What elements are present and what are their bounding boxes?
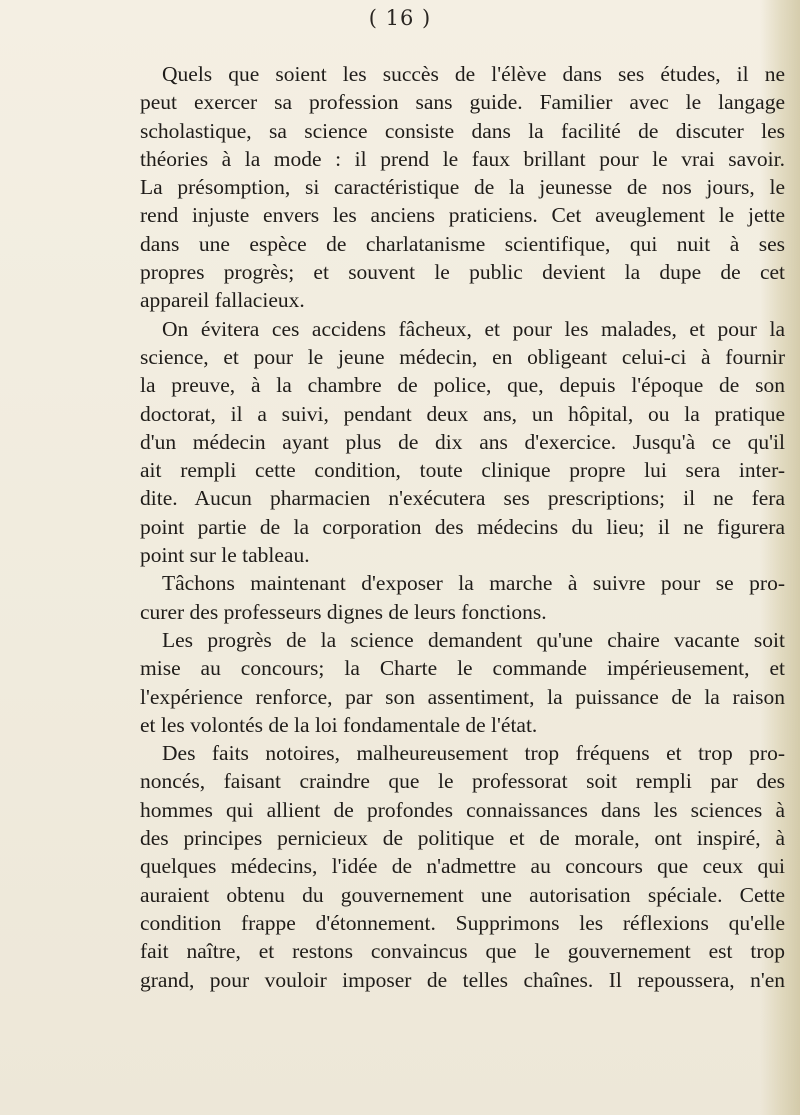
text-line: La présomption, si caractéristique de la jeunesse de nos jours, le — [140, 175, 785, 200]
text-line: science, et pour le jeune médecin, en obligeant celui-ci à fournir — [140, 344, 785, 369]
text-line: peut exercer sa profession sans guide. Familier avec le langage — [140, 90, 785, 115]
text-line: quelques médecins, l'idée de n'admettre au concours que ceux qui — [140, 854, 785, 879]
text-line: scholastique, sa science consiste dans la facilité de discuter les — [140, 118, 785, 143]
text-line: rend injuste envers les anciens praticiens. Cet aveuglement le jette — [140, 203, 785, 228]
paragraph-3 — [140, 569, 785, 626]
text-line: doctorat, il a suivi, pendant deux ans, un hôpital, ou la pratique — [140, 401, 785, 426]
text-line: auraient obtenu du gouvernement une autorisation spéciale. Cette — [140, 882, 785, 907]
text-line: noncés, faisant craindre que le professorat soit rempli par des — [140, 769, 785, 794]
text-line: d'un médecin ayant plus de dix ans d'exercice. Jusqu'à ce qu'il — [140, 429, 785, 454]
text-line: propres progrès; et souvent le public devient la dupe de cet — [140, 260, 785, 285]
text-line: théories à la mode : il prend le faux brillant pour le vrai savoir. — [140, 146, 785, 171]
paragraph-1 — [140, 60, 785, 315]
text-line: Tâchons maintenant d'exposer la marche à suivre pour se pro- — [162, 571, 785, 596]
page-number: ( 16 ) — [368, 6, 432, 30]
text-line: On évitera ces accidens fâcheux, et pour les malades, et pour la — [162, 316, 785, 341]
text-line: des principes pernicieux de politique et de morale, ont inspiré, à — [140, 826, 785, 851]
text-line: dans une espèce de charlatanisme scientifique, qui nuit à ses — [140, 231, 785, 256]
body-text — [140, 60, 785, 994]
text-line: la preuve, à la chambre de police, que, depuis l'époque de son — [140, 373, 785, 398]
text-line: et les volontés de la loi fondamentale de l'état. — [140, 712, 538, 737]
paragraph-2 — [140, 315, 785, 570]
text-line: hommes qui allient de profondes connaissances dans les sciences à — [140, 797, 785, 822]
text-line: grand, pour vouloir imposer de telles chaînes. Il repoussera, n'en — [140, 967, 785, 992]
paragraph-5 — [140, 739, 785, 994]
text-line: Quels que soient les succès de l'élève dans ses études, il ne — [162, 62, 785, 86]
text-line: point partie de la corporation des médecins du lieu; il ne figurera — [140, 514, 785, 539]
text-line: fait naître, et restons convaincus que le gouvernement est trop — [140, 939, 785, 964]
text-line: dite. Aucun pharmacien n'exécutera ses prescriptions; il ne fera — [140, 486, 785, 511]
paragraph-4 — [140, 626, 785, 739]
text-line: mise au concours; la Charte le commande impérieusement, et — [140, 656, 785, 681]
text-line: l'expérience renforce, par son assentiment, la puissance de la raison — [140, 684, 785, 709]
text-line: Des faits notoires, malheureusement trop fréquens et trop pro- — [162, 741, 785, 766]
text-line: point sur le tableau. — [140, 543, 310, 568]
text-line: ait rempli cette condition, toute clinique propre lui sera inter- — [140, 458, 785, 483]
text-line: Les progrès de la science demandent qu'une chaire vacante soit — [162, 627, 785, 652]
text-line: curer des professeurs dignes de leurs fonctions. — [140, 599, 547, 624]
text-line: condition frappe d'étonnement. Supprimons les réflexions qu'elle — [140, 910, 785, 935]
text-line: appareil fallacieux. — [140, 288, 305, 313]
